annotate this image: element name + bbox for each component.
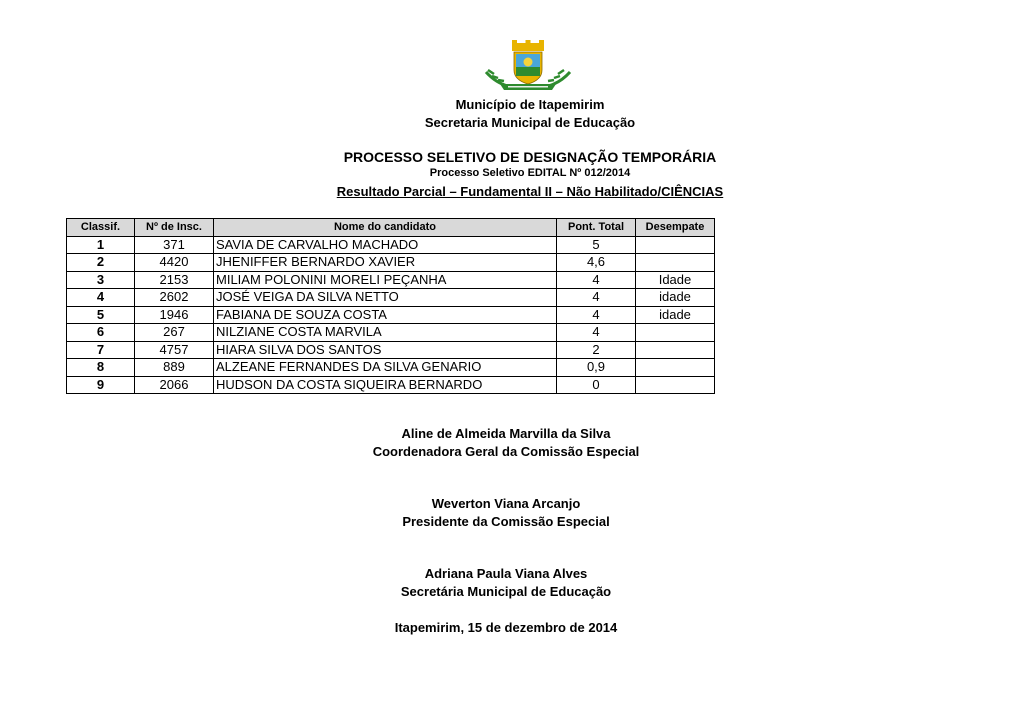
signatory-3-name: Adriana Paula Viana Alves <box>424 566 588 581</box>
cell-classif: 7 <box>67 341 135 359</box>
table-row <box>67 236 715 254</box>
table-row <box>67 306 715 324</box>
table-row <box>67 289 715 307</box>
cell-classif: 1 <box>67 236 135 254</box>
cell-classif: 4 <box>67 289 135 307</box>
table-header-row <box>67 219 715 237</box>
cell-pont: 4 <box>557 324 636 342</box>
secretariat-name: Secretaria Municipal de Educação <box>424 115 636 130</box>
cell-nome: ALZEANE FERNANDES DA SILVA GENARIO <box>214 359 557 377</box>
cell-desempate <box>636 324 715 342</box>
signatory-2-name: Weverton Viana Arcanjo <box>431 496 581 511</box>
edital-number: Processo Seletivo EDITAL Nº 012/2014 <box>429 167 631 179</box>
cell-classif: 2 <box>67 254 135 272</box>
cell-desempate: idade <box>636 289 715 307</box>
cell-nome: JOSÉ VEIGA DA SILVA NETTO <box>214 289 557 307</box>
cell-classif: 9 <box>67 376 135 394</box>
document-title: PROCESSO SELETIVO DE DESIGNAÇÃO TEMPORÁRIA <box>343 149 717 165</box>
cell-classif: 3 <box>67 271 135 289</box>
cell-pont: 0,9 <box>557 359 636 377</box>
signatory-1-role: Coordenadora Geral da Comissão Especial <box>372 444 640 459</box>
cell-classif: 8 <box>67 359 135 377</box>
signatory-2-role: Presidente da Comissão Especial <box>402 514 610 529</box>
results-table <box>66 218 715 394</box>
cell-classif: 5 <box>67 306 135 324</box>
cell-insc: 889 <box>135 359 214 377</box>
coat-of-arms-logo <box>482 40 574 94</box>
table-row <box>67 324 715 342</box>
cell-insc: 2602 <box>135 289 214 307</box>
cell-nome: HIARA SILVA DOS SANTOS <box>214 341 557 359</box>
table-row <box>67 359 715 377</box>
header-desempate: Desempate <box>636 219 715 237</box>
cell-desempate: idade <box>636 306 715 324</box>
cell-nome: FABIANA DE SOUZA COSTA <box>214 306 557 324</box>
cell-pont: 4 <box>557 289 636 307</box>
cell-insc: 371 <box>135 236 214 254</box>
cell-pont: 5 <box>557 236 636 254</box>
header-pont: Pont. Total <box>557 219 636 237</box>
cell-insc: 2153 <box>135 271 214 289</box>
document-date: Itapemirim, 15 de dezembro de 2014 <box>394 620 618 635</box>
cell-pont: 0 <box>557 376 636 394</box>
cell-pont: 4 <box>557 306 636 324</box>
cell-desempate <box>636 254 715 272</box>
table-row <box>67 271 715 289</box>
cell-insc: 2066 <box>135 376 214 394</box>
cell-pont: 4,6 <box>557 254 636 272</box>
cell-insc: 4420 <box>135 254 214 272</box>
signatory-1-name: Aline de Almeida Marvilla da Silva <box>401 426 611 441</box>
cell-pont: 4 <box>557 271 636 289</box>
cell-pont: 2 <box>557 341 636 359</box>
cell-nome: NILZIANE COSTA MARVILA <box>214 324 557 342</box>
cell-nome: JHENIFFER BERNARDO XAVIER <box>214 254 557 272</box>
header-insc: Nº de Insc. <box>135 219 214 237</box>
cell-insc: 4757 <box>135 341 214 359</box>
table-row <box>67 341 715 359</box>
result-subtitle <box>0 184 1024 199</box>
cell-desempate <box>636 341 715 359</box>
result-subtitle-text: Resultado Parcial – Fundamental II – Não Habilitado/CIÊNCIAS <box>336 184 724 199</box>
cell-insc: 1946 <box>135 306 214 324</box>
cell-classif: 6 <box>67 324 135 342</box>
cell-desempate: Idade <box>636 271 715 289</box>
cell-desempate <box>636 359 715 377</box>
table-row <box>67 254 715 272</box>
cell-insc: 267 <box>135 324 214 342</box>
cell-desempate <box>636 236 715 254</box>
cell-nome: MILIAM POLONINI MORELI PEÇANHA <box>214 271 557 289</box>
cell-desempate <box>636 376 715 394</box>
cell-nome: HUDSON DA COSTA SIQUEIRA BERNARDO <box>214 376 557 394</box>
header-classif: Classif. <box>67 219 135 237</box>
municipality-name: Município de Itapemirim <box>455 97 605 112</box>
cell-nome: SAVIA DE CARVALHO MACHADO <box>214 236 557 254</box>
signatory-3-role: Secretária Municipal de Educação <box>400 584 612 599</box>
table-row <box>67 376 715 394</box>
header-nome: Nome do candidato <box>214 219 557 237</box>
